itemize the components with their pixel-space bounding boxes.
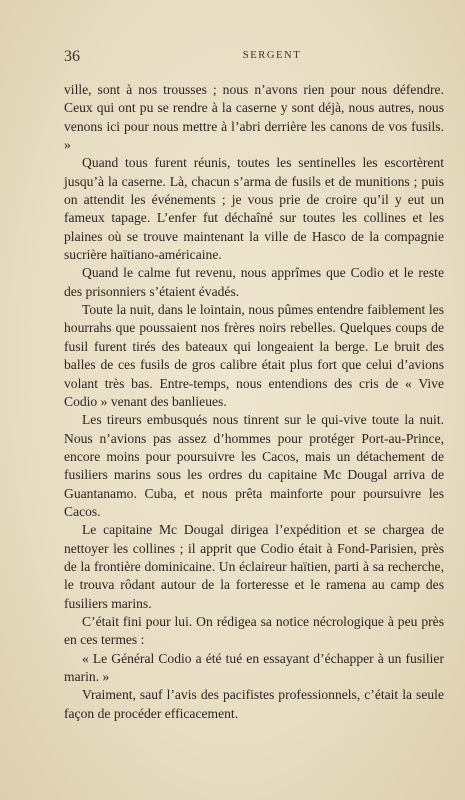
body-text <box>64 81 444 723</box>
paragraph: Vraiment, sauf l’avis des pacifistes professionnels, c’était la seule façon de procéder efficacement. <box>64 687 444 721</box>
paragraph: Les tireurs embusqués nous tinrent sur le qui-vive toute la nuit. Nous n’avions pas assez d’hommes pour protéger Port-au-Prince, encore moins pour poursuivre les Cacos, mais un détachement de fusiliers marins sous les ordres du capitaine Mc Dougal arriva de Guantanamo. Cuba, et nous prêta mainforte pour poursuivre les Cacos. <box>64 412 444 519</box>
page-header <box>64 48 440 68</box>
quote-paragraph: « Le Général Codio a été tué en essayant d’échapper à un fusilier marin. » <box>64 650 444 684</box>
paragraph-continued: ville, sont à nos trousses ; nous n’avons rien pour nous défendre. Ceux qui ont pu se rendre à la caserne y sont déjà, nous autres, nous venons ici pour nous mettre à l’abri derrière les canons de vos fusils. » <box>64 82 444 153</box>
paragraph: Le capitaine Mc Dougal dirigea l’expédition et se chargea de nettoyer les collines ; il apprit que Codio était à Fond-Parisien, près de la frontière dominicaine. Un éclaireur haïtien, parti à sa recherche, le trouva rôdant autour de la forteresse et le ramena au camp des fusiliers marins. <box>64 522 444 611</box>
paragraph: Quand tous furent réunis, toutes les sentinelles les escortèrent jusqu’à la caserne. Là, chacun s’arma de fusils et de munitions ; puis on attendit les événements ; je vous prie de croire qu’il y eut un fameux tapage. L’enfer fut déchaîné sur toutes les collines et les plaines où se trouve maintenant la ville de Hasco de la compagnie sucrière haïtiano-américaine. <box>64 155 444 263</box>
paragraph: Toute la nuit, dans le lointain, nous pûmes entendre faiblement les hourrahs que poussaient nos frères noirs rebelles. Quelques coups de fusil furent tirés des bateaux qui longeaient la berge. Le bruit des balles de ces fusils de gros calibre était plus fort que celui d’avions volant très bas. Entre-temps, nous entendions des cris de « Vive Codio » venant des banlieues. <box>64 302 444 409</box>
running-head: SERGENT <box>242 50 302 61</box>
paragraph: Quand le calme fut revenu, nous apprîmes que Codio et le reste des prisonniers s’étaient évadés. <box>64 265 444 299</box>
page-number: 36 <box>64 48 80 65</box>
paragraph: C’était fini pour lui. On rédigea sa notice nécrologique à peu près en ces termes : <box>64 613 444 648</box>
